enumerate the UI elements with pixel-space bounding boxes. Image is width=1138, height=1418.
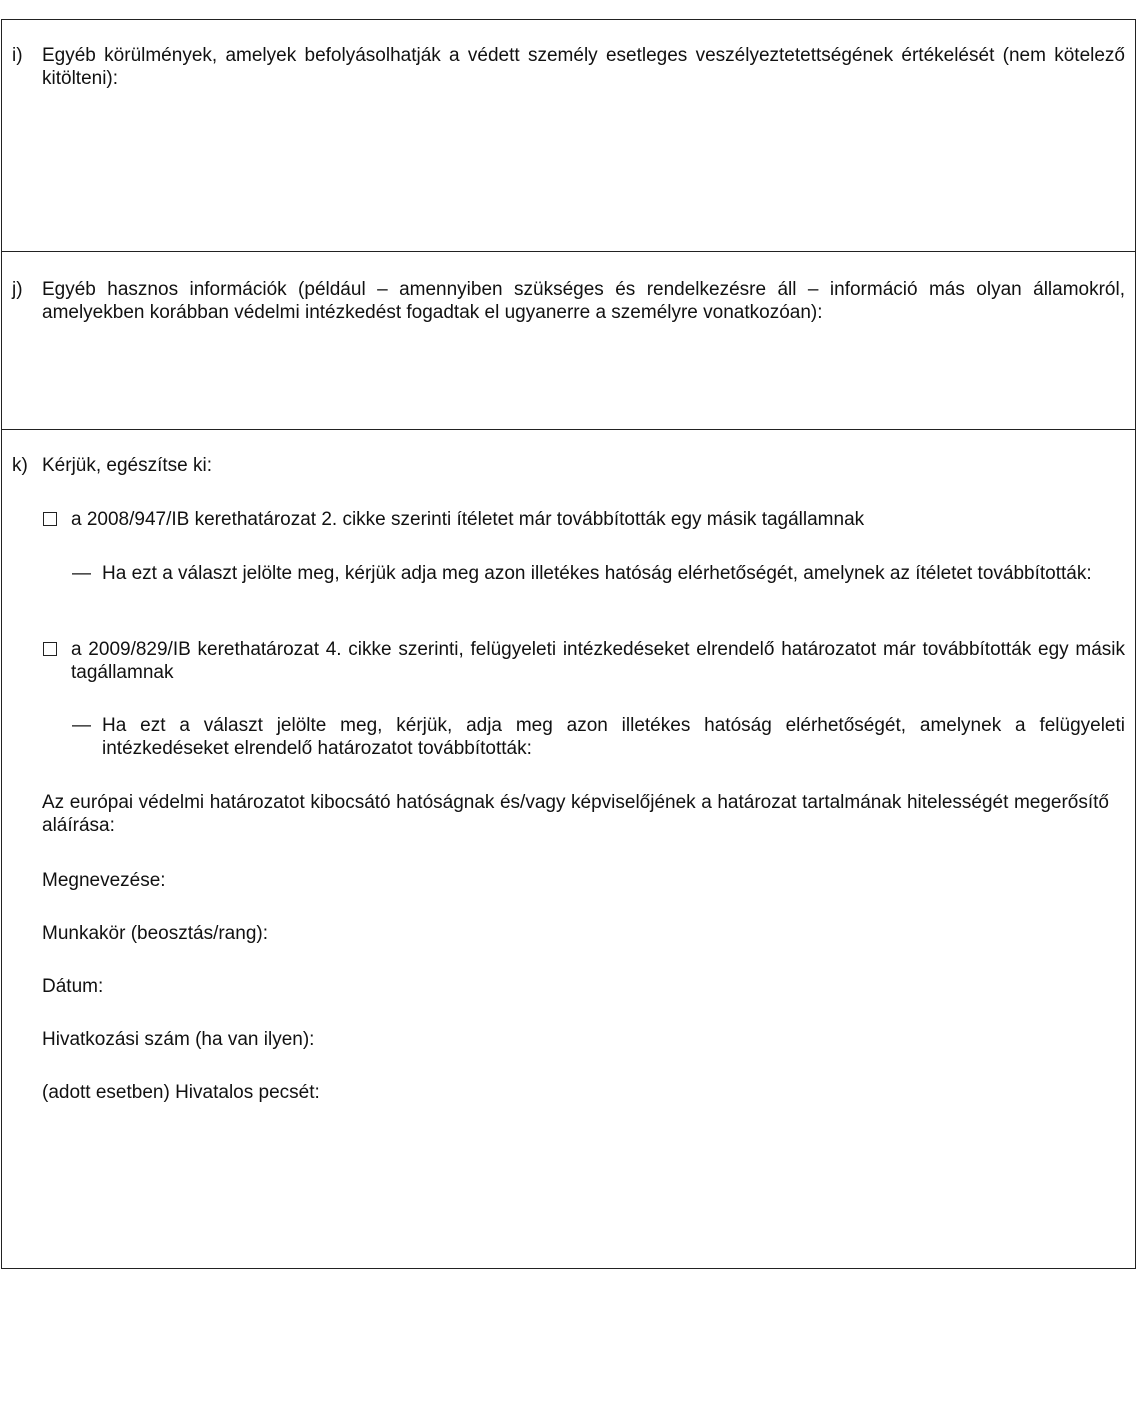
reference-label: Hivatkozási szám (ha van ilyen):: [42, 1029, 315, 1050]
option-2009-829-sub-row: [72, 714, 1125, 760]
option-2008-947-sub-text: Ha ezt a választ jelölte meg, kérjük adja meg azon illetékes hatóság elérhetőségét, amelynek az ítéletet továbbították:: [102, 563, 1092, 584]
section-k: [2, 430, 1135, 1268]
section-j-letter: j): [12, 279, 23, 300]
section-i-text: Egyéb körülmények, amelyek befolyásolhatják a védett személy esetleges veszélyeztetettségének értékelését (nem kötelező kitölteni):: [42, 45, 1125, 89]
option-2008-947-checkbox[interactable]: [43, 512, 57, 526]
stamp-label: (adott esetben) Hivatalos pecsét:: [42, 1082, 320, 1103]
option-2009-829-sub-text: Ha ezt a választ jelölte meg, kérjük, adja meg azon illetékes hatóság elérhetőségét, amelynek a felügyeleti intézkedéseket elrendelő határozatot továbbították:: [102, 715, 1125, 759]
role-label: Munkakör (beosztás/rang):: [42, 923, 268, 944]
form-box: [1, 19, 1136, 1269]
option-2008-947-sub-row: [72, 562, 1125, 585]
option-2008-947-row: [43, 508, 1125, 531]
option-2009-829-checkbox[interactable]: [43, 642, 57, 656]
option-2009-829-label: a 2009/829/IB kerethatározat 4. cikke szerinti, felügyeleti intézkedéseket elrendelő határozatot már továbbították egy másik tagállamnak: [71, 639, 1125, 683]
section-j-text: Egyéb hasznos információk (például – amennyiben szükséges és rendelkezésre áll – információ más olyan államokról, amelyekben korábban védelmi intézkedést fogadtak el ugyanerre a személyre vonatkozóan):: [42, 279, 1125, 323]
dash-marker: —: [72, 563, 91, 584]
option-2009-829-row: [43, 638, 1125, 684]
section-k-row: [12, 454, 1125, 477]
section-k-text: Kérjük, egészítse ki:: [42, 455, 213, 476]
section-j-row: [12, 278, 1125, 324]
section-j: [2, 252, 1135, 430]
section-i-letter: i): [12, 45, 23, 66]
option-2008-947-label: a 2008/947/IB kerethatározat 2. cikke szerinti ítéletet már továbbították egy másik tagállamnak: [71, 509, 865, 530]
section-i: [2, 20, 1135, 252]
section-i-row: [12, 44, 1125, 90]
date-label: Dátum:: [42, 976, 104, 997]
signature-text: Az európai védelmi határozatot kibocsátó hatóságnak és/vagy képviselőjének a határozat tartalmának hitelességét megerősítő aláírása:: [42, 792, 1109, 836]
name-label: Megnevezése:: [42, 870, 166, 891]
dash-marker: —: [72, 715, 91, 736]
section-k-letter: k): [12, 455, 28, 476]
